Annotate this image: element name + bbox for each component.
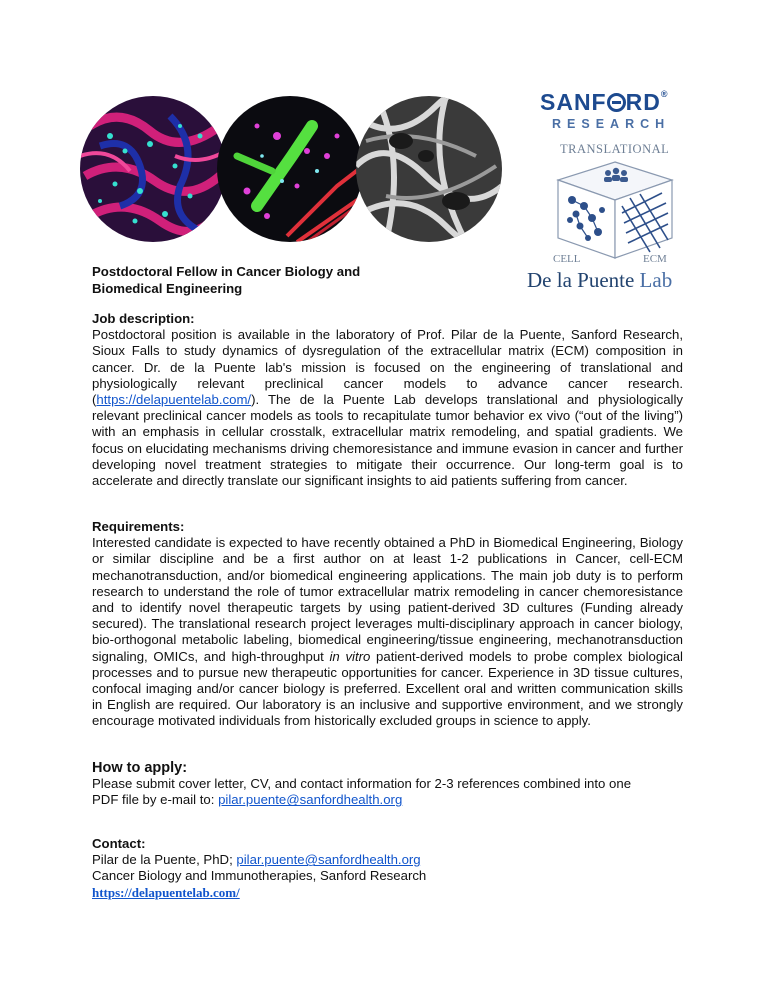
job-title-line1: Postdoctoral Fellow in Cancer Biology and	[92, 264, 361, 279]
contact-website-link[interactable]: https://delapuentelab.com/	[92, 884, 240, 900]
job-description-section	[92, 311, 683, 489]
requirements-italic: in vitro	[329, 648, 371, 664]
registered-mark: ®	[660, 89, 669, 99]
sanford-name-part1: SANF	[540, 89, 607, 115]
contact-name-line	[92, 852, 683, 868]
sanford-subtitle: RESEARCH	[552, 117, 671, 131]
job-description-heading: Job description:	[92, 311, 195, 326]
apply-line2-text: PDF file by e-mail to:	[92, 792, 219, 808]
lab-name: De la Puente	[527, 268, 635, 292]
sem-matrix-micrograph	[356, 96, 502, 242]
requirements-text	[92, 535, 683, 729]
cell-ecm-cube-icon	[550, 158, 680, 263]
lab-logo-name	[527, 268, 672, 293]
contact-section	[92, 836, 683, 901]
fluorescent-cell-micrograph	[217, 96, 363, 242]
apply-line1: Please submit cover letter, CV, and contact information for 2-3 references combined into one	[92, 776, 632, 792]
job-description-part2: ). The de la Puente Lab develops translational and physiologically relevant preclinical cancer models as tools to recapitulate tumor behavior ex vivo (“out of the living”) with an emphasis in cellular crosstalk, extracellular matrix remodeling, and spatial gradients. We focus on elucidating mechanisms driving chemoresistance and immune evasion in cancer and further developing novel treatment strategies to mitigate their occurrence. Our long-term goal is to accelerate and directly translate our significant insights to aid patients suffering from cancer.	[92, 392, 683, 489]
cancer-tissue-micrograph	[80, 96, 226, 242]
requirements-heading: Requirements:	[92, 519, 185, 534]
job-description-part1: Postdoctoral position is available in the laboratory of Prof. Pilar de la Puente, Sanford Research, Sioux Falls to study dynamics of dysregulation of the extracellular matrix (ECM) composition in cancer. Dr. de la Puente lab's mission is focused on the engineering of translational and physiologically relevant preclinical cancer models to advance cancer research. (	[92, 327, 683, 408]
cell-label: CELL	[553, 253, 581, 265]
apply-heading: How to apply:	[92, 760, 188, 776]
ecm-label: ECM	[643, 253, 667, 265]
apply-line2	[92, 792, 683, 808]
apply-section	[92, 760, 683, 809]
contact-email-link[interactable]: pilar.puente@sanfordhealth.org	[236, 852, 421, 868]
contact-dept: Cancer Biology and Immunotherapies, Sanford Research	[92, 868, 427, 884]
contact-heading: Contact:	[92, 836, 146, 851]
requirements-part1: Interested candidate is expected to have recently obtained a PhD in Biomedical Engineering, Biology or similar discipline and be a first author on at least 1-2 publications in Cancer, cell-ECM mechanotransduction, and/or biomedical engineering applications. The main job duty is to perform research to understand the role of tumor extracellular matrix remodeling in cancer chemoresistance and to identify novel therapeutic targets by using patient-derived 3D cultures (Funding already secured). The translational research project leverages multi-disciplinary approach in cancer biology, bio-orthogonal metabolic labeling, biomedical engineering/tissue engineering, mechanotransduction signaling, OMICs, and high-throughput	[92, 535, 683, 664]
sanford-logo	[540, 89, 669, 116]
lab-word: Lab	[639, 268, 673, 292]
contact-name: Pilar de la Puente, PhD;	[92, 852, 237, 868]
job-title-line2: Biomedical Engineering	[92, 281, 243, 296]
requirements-section	[92, 519, 683, 730]
apply-email-link[interactable]: pilar.puente@sanfordhealth.org	[218, 792, 403, 808]
requirements-part2: patient-derived models to probe complex biological processes and to pursue new therapeutic opportunities for cancer. Experience in 3D tissue cultures, confocal imaging and/or cancer biology is preferred. Excellent oral and written communication skills in English are required. Our laboratory is an inclusive and supportive environment, and we strongly encourage motivated individuals from historically excluded groups in science to apply.	[92, 648, 683, 729]
job-description-text	[92, 327, 683, 489]
translational-label: TRANSLATIONAL	[560, 142, 670, 156]
sanford-name-part2: RD	[625, 89, 661, 115]
job-title	[92, 263, 422, 297]
lab-website-link[interactable]: https://delapuentelab.com/	[96, 392, 252, 408]
sanford-o-icon	[607, 93, 626, 112]
